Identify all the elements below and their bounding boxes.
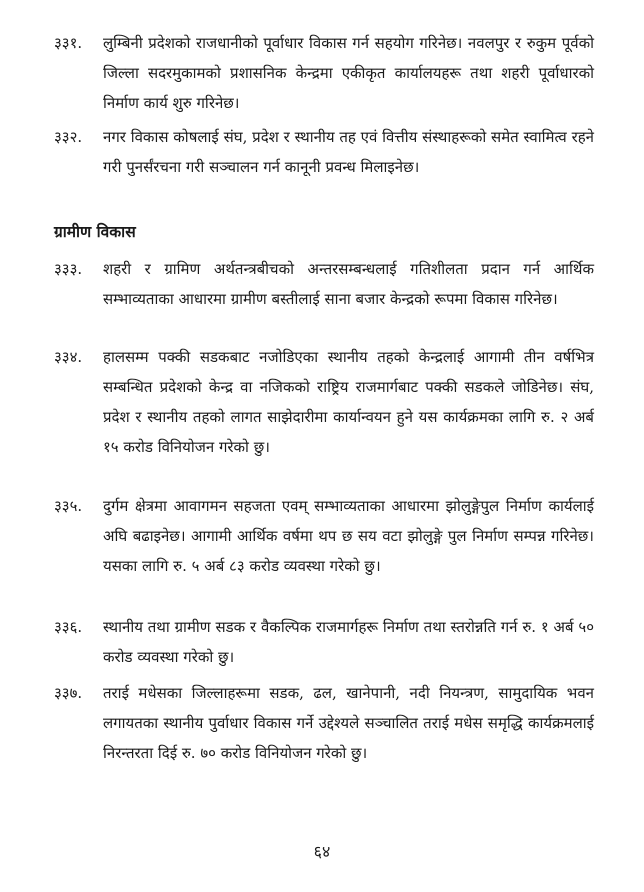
paragraph-334 — [54, 342, 594, 462]
paragraph-number: ३३३. — [54, 260, 83, 278]
paragraph-number: ३३१. — [54, 34, 83, 52]
section-heading: ग्रामीण विकास — [54, 222, 136, 241]
paragraph-text: शहरी र ग्रामिण अर्थतन्त्रबीचको अन्तरसम्बन्धलाई गतिशीलता प्रदान गर्न आर्थिक सम्भाव्यताका आधारमा ग्रामीण बस्तीलाई साना बजार केन्द्रको रूपमा विकास गरिनेछ। — [103, 260, 594, 308]
paragraph-335 — [54, 491, 594, 581]
paragraph-text: स्थानीय तथा ग्रामीण सडक र वैकल्पिक राजमार्गहरू निर्माण तथा स्तरोन्नति गर्न रु. १ अर्ब ५० करोड व्यवस्था गरेको छु। — [103, 618, 594, 666]
paragraph-text: लुम्बिनी प्रदेशको राजधानीको पूर्वाधार विकास गर्न सहयोग गरिनेछ। नवलपुर र रुकुम पूर्वको जिल्ला सदरमुकामको प्रशासनिक केन्द्रमा एकीकृत कार्यालयहरू तथा शहरी पूर्वाधारको निर्माण कार्य शुरु गरिनेछ। — [103, 34, 594, 112]
paragraph-336 — [54, 612, 594, 672]
paragraph-number: ३३४. — [54, 348, 83, 366]
paragraph-text: दुर्गम क्षेत्रमा आवागमन सहजता एवम् सम्भाव्यताका आधारमा झोलुङ्गेपुल निर्माण कार्यलाई अघि बढाइनेछ। आगामी आर्थिक वर्षमा थप छ सय वटा झोलुङ्गे पुल निर्माण सम्पन्न गरिनेछ। यसका लागि रु. ५ अर्ब ८३ करोड व्यवस्था गरेको छु। — [103, 497, 594, 575]
paragraph-333 — [54, 254, 594, 314]
paragraph-number: ३३६. — [54, 618, 83, 636]
paragraph-331 — [54, 28, 594, 118]
paragraph-number: ३३२. — [54, 128, 83, 146]
paragraph-text: हालसम्म पक्की सडकबाट नजोडिएका स्थानीय तहको केन्द्रलाई आगामी तीन वर्षभित्र सम्बन्धित प्रदेशको केन्द्र वा नजिकको राष्ट्रिय राजमार्गबाट पक्की सडकले जोडिनेछ। संघ, प्रदेश र स्थानीय तहको लागत साझेदारीमा कार्यान्वयन हुने यस कार्यक्रमका लागि रु. २ अर्ब १५ करोड विनियोजन गरेको छु। — [103, 348, 594, 456]
paragraph-337 — [54, 678, 594, 768]
paragraph-332 — [54, 122, 594, 182]
paragraph-text: तराई मधेसका जिल्लाहरूमा सडक, ढल, खानेपानी, नदी नियन्त्रण, सामुदायिक भवन लगायतका स्थानीय पुर्वाधार विकास गर्ने उद्देश्यले सञ्चालित तराई मधेस समृद्धि कार्यक्रमलाई निरन्तरता दिई रु. ७० करोड विनियोजन गरेको छु। — [103, 684, 594, 762]
paragraph-text: नगर विकास कोषलाई संघ, प्रदेश र स्थानीय तह एवं वित्तीय संस्थाहरूको समेत स्वामित्व रहने गरी पुनर्संरचना गरी सञ्चालन गर्न कानूनी प्रवन्ध मिलाइनेछ। — [103, 128, 594, 176]
page-number: ६४ — [313, 842, 331, 861]
paragraph-number: ३३५. — [54, 497, 83, 515]
paragraph-number: ३३७. — [54, 684, 83, 702]
